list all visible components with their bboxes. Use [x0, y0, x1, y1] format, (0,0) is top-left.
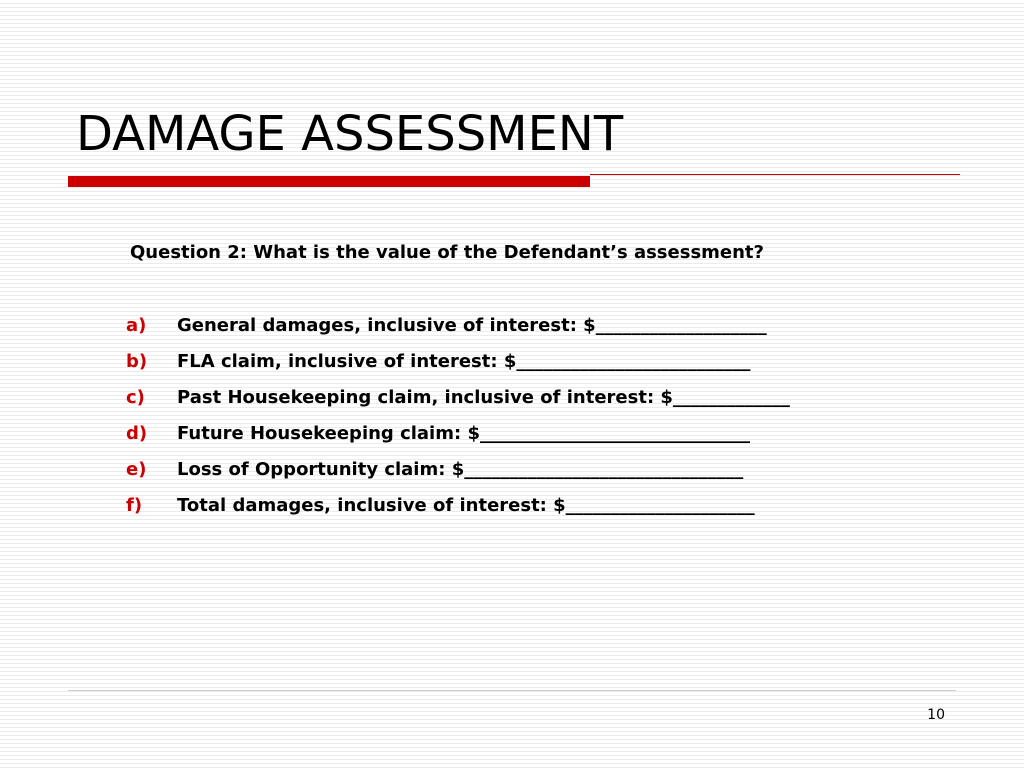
item-marker: f) — [126, 495, 143, 516]
slide-title: DAMAGE ASSESSMENT — [76, 106, 624, 162]
footer-divider — [68, 690, 956, 691]
item-marker: c) — [126, 387, 145, 408]
item-text: Total damages, inclusive of interest: $_____________________ — [177, 495, 755, 516]
item-marker: e) — [126, 459, 147, 480]
question-text: Question 2: What is the value of the Defendant’s assessment? — [130, 242, 764, 263]
item-text: Loss of Opportunity claim: $_______________________________ — [177, 459, 744, 480]
page-number: 10 — [927, 707, 945, 723]
title-accent-rule — [590, 174, 960, 175]
list-item — [126, 456, 790, 492]
list-item — [126, 348, 790, 384]
title-accent-bar — [68, 176, 590, 187]
item-marker: b) — [126, 351, 148, 372]
list-item — [126, 420, 790, 456]
list-item — [126, 492, 790, 528]
item-text: Future Housekeeping claim: $______________________________ — [177, 423, 750, 444]
item-text: Past Housekeeping claim, inclusive of interest: $_____________ — [177, 387, 790, 408]
list-item — [126, 312, 790, 348]
item-marker: a) — [126, 315, 147, 336]
item-marker: d) — [126, 423, 148, 444]
item-text: General damages, inclusive of interest: $___________________ — [177, 315, 767, 336]
answer-list — [126, 312, 790, 528]
item-text: FLA claim, inclusive of interest: $__________________________ — [177, 351, 751, 372]
list-item — [126, 384, 790, 420]
